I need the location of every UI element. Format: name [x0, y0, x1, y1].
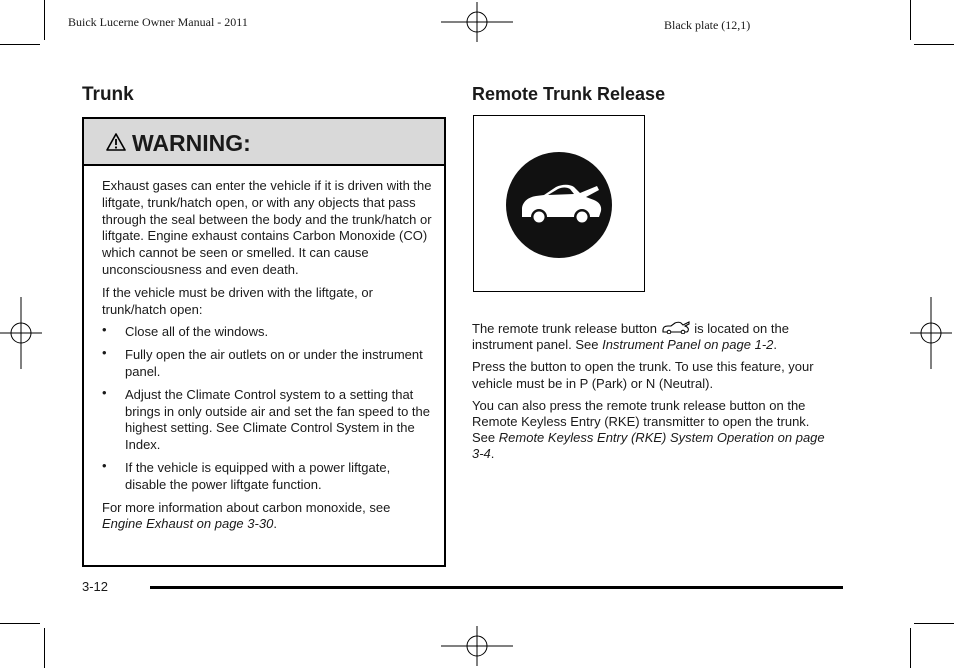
warning-triangle-icon [106, 133, 126, 151]
warning-body [102, 178, 434, 539]
cross-reference-link[interactable]: Instrument Panel on page 1-2 [602, 337, 774, 353]
registration-mark-icon [441, 626, 513, 666]
crop-mark [44, 628, 45, 668]
list-item: • If the vehicle is equipped with a power liftgate, disable the power liftgate function. [102, 457, 391, 492]
cross-reference-link[interactable]: Remote Keyless Entry (RKE) System Operation on page 3-4 [472, 430, 825, 462]
registration-mark-icon [441, 2, 513, 42]
bullet-icon: • [102, 322, 107, 338]
warning-label: WARNING: [132, 130, 251, 156]
list-item: • Adjust the Climate Control system to a setting that brings in only outside air and set the fan speed to the highest setting. See Climate Control System in the Index. [102, 384, 430, 453]
bullet-icon: • [102, 457, 107, 473]
warning-closing: For more information about carbon monoxide, see Engine Exhaust on page 3-30. [102, 499, 391, 532]
paragraph: The remote trunk release button is located on the instrument panel. See Instrument Panel on page 1-2. [472, 321, 789, 353]
crop-mark [914, 44, 954, 45]
crop-mark [910, 628, 911, 668]
list-item: • Close all of the windows. [102, 322, 269, 340]
crop-mark [0, 44, 40, 45]
warning-header [84, 119, 444, 166]
crop-mark [914, 623, 954, 624]
paragraph: You can also press the remote trunk release button on the Remote Keyless Entry (RKE) transmitter to open the trunk. See Remote Keyless Entry (RKE) System Operation on page 3-4. [472, 397, 825, 462]
crop-mark [910, 0, 911, 40]
list-item: • Fully open the air outlets on or under the instrument panel. [102, 345, 423, 379]
warning-bullet-list [102, 324, 434, 493]
crop-mark [0, 623, 40, 624]
trunk-release-icon [474, 116, 644, 291]
plate-label: Black plate (12,1) [664, 18, 751, 32]
registration-mark-icon [910, 297, 952, 369]
registration-mark-icon [0, 297, 42, 369]
cross-reference-link[interactable]: Engine Exhaust on page 3-30 [102, 516, 274, 532]
paragraph: Press the button to open the trunk. To use this feature, your vehicle must be in P (Park) or N (Neutral). [472, 359, 814, 391]
warning-paragraph: If the vehicle must be driven with the liftgate, or trunk/hatch open: [102, 284, 373, 317]
trunk-button-icon [661, 320, 691, 334]
warning-box [82, 117, 446, 567]
crop-mark [44, 0, 45, 40]
page-number: 3-12 [82, 579, 109, 594]
remote-trunk-text [472, 320, 832, 469]
section-title-remote-trunk-release: Remote Trunk Release [472, 84, 666, 104]
section-title-trunk: Trunk [82, 84, 134, 105]
bullet-icon: • [102, 384, 107, 400]
warning-paragraph: Exhaust gases can enter the vehicle if it is driven with the liftgate, trunk/hatch open, or with any objects that pass through the seal between the body and the trunk/hatch or liftgate. Engine exhaust contains Carbon Monoxide (CO) which cannot be seen or smelled. It can cause unconsciousness and even death. [102, 178, 432, 277]
manual-title: Buick Lucerne Owner Manual - 2011 [68, 15, 248, 29]
bullet-icon: • [102, 345, 107, 361]
footer-rule [150, 586, 843, 589]
trunk-release-illustration [473, 115, 645, 292]
